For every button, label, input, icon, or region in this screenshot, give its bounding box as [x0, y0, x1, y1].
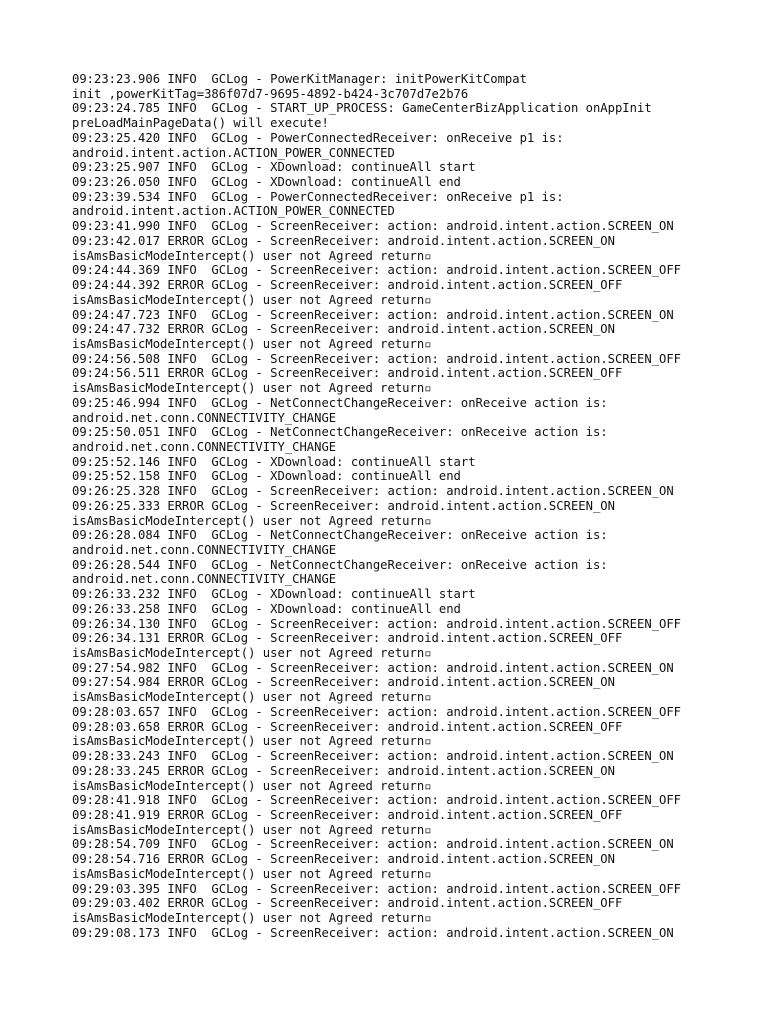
log-line: 09:25:52.146 INFO GCLog - XDownload: continueAll start [72, 454, 476, 469]
log-line: 09:26:34.130 INFO GCLog - ScreenReceiver: action: android.intent.action.SCREEN_OFF [72, 616, 682, 631]
log-line: 09:27:54.984 ERROR GCLog - ScreenReceiver: android.intent.action.SCREEN_ON [72, 675, 615, 690]
log-line: isAmsBasicModeIntercept() user not Agreed return▫ [72, 690, 432, 705]
log-line: android.intent.action.ACTION_POWER_CONNECTED [72, 204, 395, 219]
log-line: 09:24:47.732 ERROR GCLog - ScreenReceiver: android.intent.action.SCREEN_ON [72, 322, 615, 337]
log-line: 09:23:25.420 INFO GCLog - PowerConnectedReceiver: onReceive p1 is: [72, 130, 564, 145]
log-line: 09:23:39.534 INFO GCLog - PowerConnectedReceiver: onReceive p1 is: [72, 189, 564, 204]
log-line: isAmsBasicModeIntercept() user not Agreed return▫ [72, 822, 432, 837]
log-line: 09:28:33.243 INFO GCLog - ScreenReceiver: action: android.intent.action.SCREEN_ON [72, 749, 674, 764]
log-line: 09:24:56.511 ERROR GCLog - ScreenReceiver: android.intent.action.SCREEN_OFF [72, 366, 623, 381]
log-line: isAmsBasicModeIntercept() user not Agreed return▫ [72, 336, 432, 351]
log-line: 09:24:47.723 INFO GCLog - ScreenReceiver: action: android.intent.action.SCREEN_ON [72, 307, 674, 322]
log-line: 09:26:25.328 INFO GCLog - ScreenReceiver: action: android.intent.action.SCREEN_ON [72, 484, 674, 499]
log-line: 09:23:42.017 ERROR GCLog - ScreenReceiver: android.intent.action.SCREEN_ON [72, 233, 615, 248]
log-line: 09:28:54.709 INFO GCLog - ScreenReceiver: action: android.intent.action.SCREEN_ON [72, 837, 674, 852]
log-line: android.net.conn.CONNECTIVITY_CHANGE [72, 572, 337, 587]
log-line: 09:25:46.994 INFO GCLog - NetConnectChangeReceiver: onReceive action is: [72, 395, 608, 410]
log-line: 09:26:28.544 INFO GCLog - NetConnectChangeReceiver: onReceive action is: [72, 557, 608, 572]
log-line: 09:29:03.395 INFO GCLog - ScreenReceiver: action: android.intent.action.SCREEN_OFF [72, 881, 682, 896]
log-line: isAmsBasicModeIntercept() user not Agreed return▫ [72, 646, 432, 661]
log-line: isAmsBasicModeIntercept() user not Agreed return▫ [72, 513, 432, 528]
log-line: 09:26:34.131 ERROR GCLog - ScreenReceiver: android.intent.action.SCREEN_OFF [72, 631, 623, 646]
log-line: 09:24:44.392 ERROR GCLog - ScreenReceiver: android.intent.action.SCREEN_OFF [72, 278, 623, 293]
log-line: 09:28:41.919 ERROR GCLog - ScreenReceiver: android.intent.action.SCREEN_OFF [72, 807, 623, 822]
log-line: 09:26:28.084 INFO GCLog - NetConnectChangeReceiver: onReceive action is: [72, 528, 608, 543]
log-line: 09:24:44.369 INFO GCLog - ScreenReceiver: action: android.intent.action.SCREEN_OFF [72, 263, 682, 278]
log-line: 09:23:24.785 INFO GCLog - START_UP_PROCESS: GameCenterBizApplication onAppInit [72, 101, 652, 116]
log-line: 09:23:25.907 INFO GCLog - XDownload: continueAll start [72, 160, 476, 175]
log-line: 09:23:23.906 INFO GCLog - PowerKitManager: initPowerKitCompat [72, 72, 527, 86]
log-line: isAmsBasicModeIntercept() user not Agreed return▫ [72, 381, 432, 396]
log-line: 09:25:52.158 INFO GCLog - XDownload: continueAll end [72, 469, 461, 484]
log-line: isAmsBasicModeIntercept() user not Agreed return▫ [72, 734, 432, 749]
log-line: 09:26:33.258 INFO GCLog - XDownload: continueAll end [72, 601, 461, 616]
log-line: android.intent.action.ACTION_POWER_CONNECTED [72, 145, 395, 160]
log-line: 09:29:08.173 INFO GCLog - ScreenReceiver: action: android.intent.action.SCREEN_ON [72, 925, 674, 940]
log-line: 09:28:54.716 ERROR GCLog - ScreenReceiver: android.intent.action.SCREEN_ON [72, 852, 615, 867]
log-line: android.net.conn.CONNECTIVITY_CHANGE [72, 410, 337, 425]
log-line: init ,powerKitTag=386f07d7-9695-4892-b424-3c707d7e2b76 [72, 86, 469, 101]
log-line: 09:28:03.657 INFO GCLog - ScreenReceiver: action: android.intent.action.SCREEN_OFF [72, 704, 682, 719]
log-line: android.net.conn.CONNECTIVITY_CHANGE [72, 439, 337, 454]
log-line: isAmsBasicModeIntercept() user not Agreed return▫ [72, 910, 432, 925]
log-line: isAmsBasicModeIntercept() user not Agreed return▫ [72, 292, 432, 307]
log-document [72, 72, 752, 940]
log-line: 09:28:33.245 ERROR GCLog - ScreenReceiver: android.intent.action.SCREEN_ON [72, 763, 615, 778]
log-line: 09:23:41.990 INFO GCLog - ScreenReceiver: action: android.intent.action.SCREEN_ON [72, 219, 674, 234]
log-line: 09:23:26.050 INFO GCLog - XDownload: continueAll end [72, 175, 461, 190]
log-line: 09:26:25.333 ERROR GCLog - ScreenReceiver: android.intent.action.SCREEN_ON [72, 498, 615, 513]
log-line: 09:25:50.051 INFO GCLog - NetConnectChangeReceiver: onReceive action is: [72, 425, 608, 440]
log-line: 09:26:33.232 INFO GCLog - XDownload: continueAll start [72, 587, 476, 602]
log-line: 09:24:56.508 INFO GCLog - ScreenReceiver: action: android.intent.action.SCREEN_OFF [72, 351, 682, 366]
log-line: preLoadMainPageData() will execute! [72, 116, 329, 131]
log-line: 09:28:03.658 ERROR GCLog - ScreenReceiver: android.intent.action.SCREEN_OFF [72, 719, 623, 734]
log-line: 09:27:54.982 INFO GCLog - ScreenReceiver: action: android.intent.action.SCREEN_ON [72, 660, 674, 675]
log-line: android.net.conn.CONNECTIVITY_CHANGE [72, 543, 337, 557]
log-line: 09:29:03.402 ERROR GCLog - ScreenReceiver: android.intent.action.SCREEN_OFF [72, 896, 623, 911]
log-line: 09:28:41.918 INFO GCLog - ScreenReceiver: action: android.intent.action.SCREEN_OFF [72, 793, 682, 808]
log-line: isAmsBasicModeIntercept() user not Agreed return▫ [72, 248, 432, 263]
log-line: isAmsBasicModeIntercept() user not Agreed return▫ [72, 778, 432, 793]
log-line: isAmsBasicModeIntercept() user not Agreed return▫ [72, 866, 432, 881]
